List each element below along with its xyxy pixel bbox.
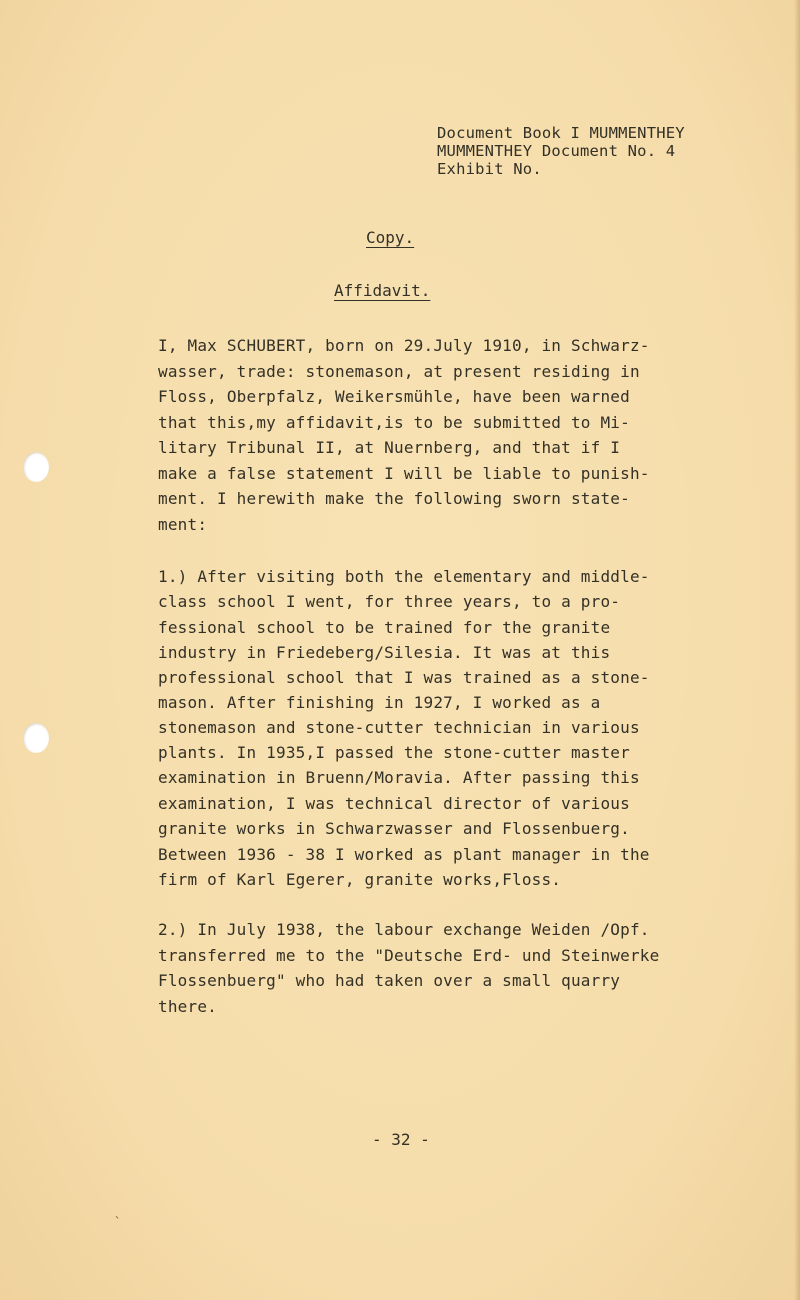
- page-edge-shadow: [794, 0, 800, 1300]
- text-line: make a false statement I will be liable to punish-: [158, 464, 650, 483]
- text-line: I, Max SCHUBERT, born on 29.July 1910, in Schwarz-: [158, 336, 650, 355]
- stray-mark: `: [114, 1215, 122, 1229]
- text-line: fessional school to be trained for the granite: [158, 618, 611, 637]
- text-line: ment:: [158, 515, 208, 534]
- text-line: mason. After finishing in 1927, I worked as a: [158, 693, 601, 712]
- text-line: class school I went, for three years, to a pro-: [158, 592, 621, 611]
- text-line: ment. I herewith make the following sworn state-: [158, 489, 630, 508]
- text-line: granite works in Schwarzwasser and Flossenbuerg.: [158, 819, 630, 838]
- text-line: 1.) After visiting both the elementary and middle-: [158, 567, 650, 586]
- header-line: Exhibit No.: [437, 160, 542, 178]
- text-line: industry in Friedeberg/Silesia. It was at this: [158, 643, 611, 662]
- punch-hole-top: [23, 452, 49, 482]
- text-line: professional school that I was trained as a stone-: [158, 668, 650, 687]
- page-number: - 32 -: [372, 1130, 430, 1149]
- text-line: examination in Bruenn/Moravia. After passing this: [158, 768, 640, 787]
- affidavit-title: Affidavit.: [334, 281, 431, 300]
- text-line: examination, I was technical director of various: [158, 794, 630, 813]
- header-line: MUMMENTHEY Document No. 4: [437, 142, 676, 160]
- text-line: Floss, Oberpfalz, Weikersmühle, have been warned: [158, 387, 630, 406]
- text-line: Between 1936 - 38 I worked as plant manager in the: [158, 845, 650, 864]
- text-line: wasser, trade: stonemason, at present residing in: [158, 362, 640, 381]
- copy-title: Copy.: [366, 228, 415, 247]
- punch-hole-bottom: [23, 723, 49, 753]
- text-line: there.: [158, 997, 217, 1016]
- text-line: plants. In 1935,I passed the stone-cutter master: [158, 743, 630, 762]
- text-line: 2.) In July 1938, the labour exchange Weiden /Opf.: [158, 920, 650, 939]
- text-line: firm of Karl Egerer, granite works,Floss.: [158, 870, 562, 889]
- text-line: that this,my affidavit,is to be submitted to Mi-: [158, 413, 630, 432]
- text-line: litary Tribunal II, at Nuernberg, and that if I: [158, 438, 621, 457]
- text-line: stonemason and stone-cutter technician in various: [158, 718, 640, 737]
- text-line: Flossenbuerg" who had taken over a small quarry: [158, 971, 621, 990]
- text-line: transferred me to the "Deutsche Erd- und Steinwerke: [158, 946, 660, 965]
- header-line: Document Book I MUMMENTHEY: [437, 124, 685, 142]
